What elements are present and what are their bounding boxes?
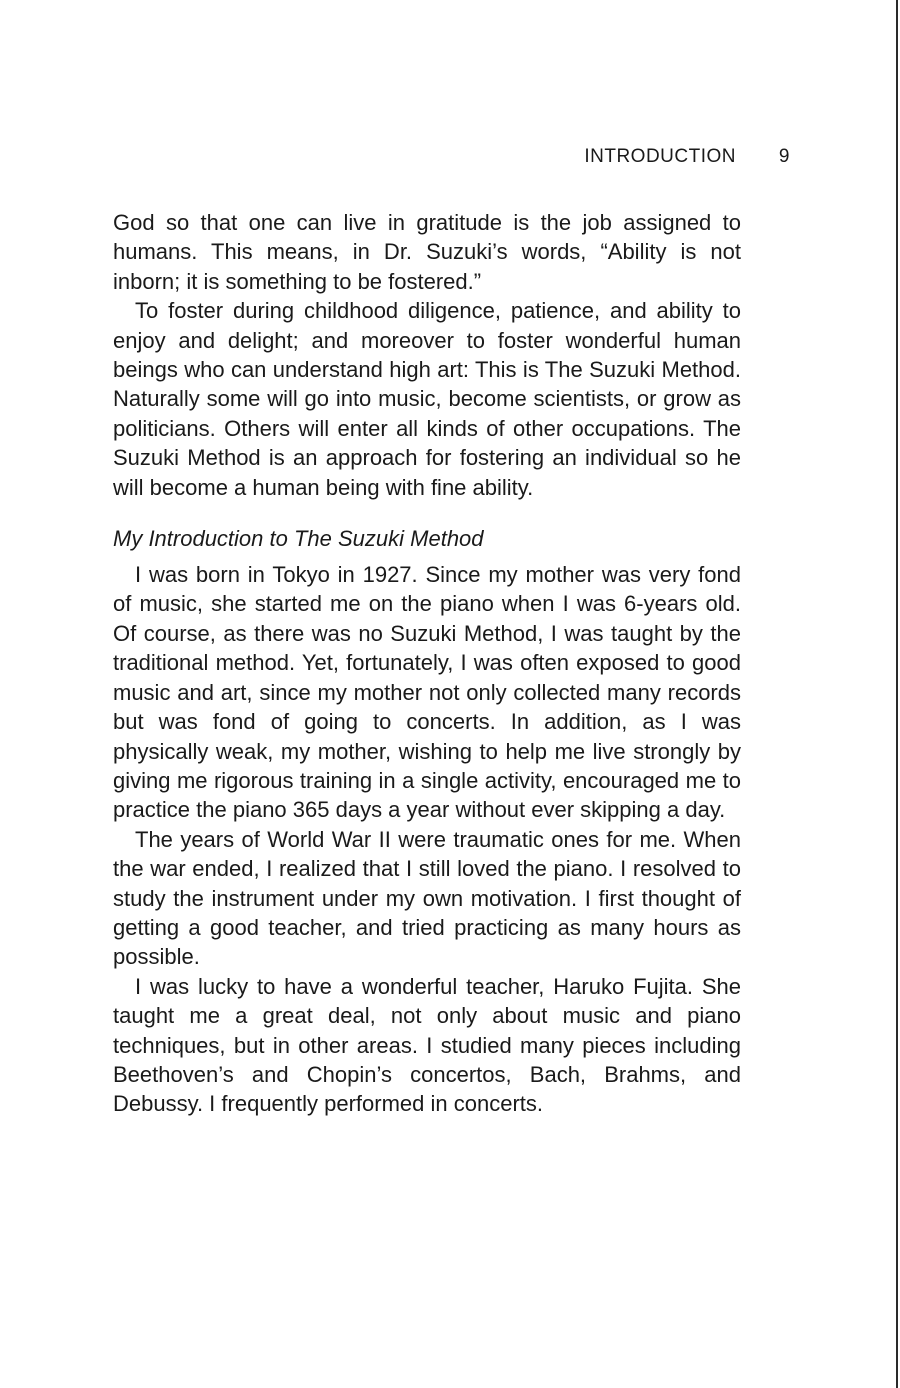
paragraph-continued: God so that one can live in gratitude is the job assigned to humans. This means, in Dr. Suzuki’s words, “Ability is not inborn; it is something to be fostered.”	[113, 210, 741, 294]
paragraph-world-war: The years of World War II were traumatic ones for me. When the war ended, I realized that I still loved the piano. I resolved to study the instrument under my own motivation. I first thought of getting a good teacher, and tried practicing as many hours as possible.	[113, 826, 741, 970]
paragraph-suzuki-method-definition: To foster during childhood diligence, patience, and ability to enjoy and delight; and moreover to foster wonderful human beings who can understand high art: This is The Suzuki Method. Naturally some will go into music, become scientists, or grow as politicians. Others will enter all kinds of other occupations. The Suzuki Method is an approach for fostering an individual so he will become a human being with fine ability.	[113, 298, 741, 500]
paragraph-childhood: I was born in Tokyo in 1927. Since my mother was very fond of music, she started me on the piano when I was 6-years old. Of course, as there was no Suzuki Method, I was taught by the traditional method. Yet, fortunately, I was often exposed to good music and art, since my mother not only collected many records but was fond of going to concerts. In addition, as I was physically weak, my mother, wishing to help me live strongly by giving me rigorous training in a single activity, encouraged me to practice the piano 365 days a year without ever skipping a day.	[113, 562, 741, 823]
page-edge-rule	[896, 0, 898, 1388]
body-text	[113, 208, 741, 1119]
paragraph-teacher: I was lucky to have a wonderful teacher, Haruko Fujita. She taught me a great deal, not only about music and piano techniques, but in other areas. I studied many pieces including Beethoven’s and Chopin’s concertos, Bach, Brahms, and Debussy. I frequently performed in concerts.	[113, 973, 741, 1117]
section-heading: My Introduction to The Suzuki Method	[113, 526, 484, 552]
running-head	[112, 146, 792, 174]
page-number: 9	[778, 146, 790, 167]
running-head-section: INTRODUCTION	[584, 146, 736, 167]
